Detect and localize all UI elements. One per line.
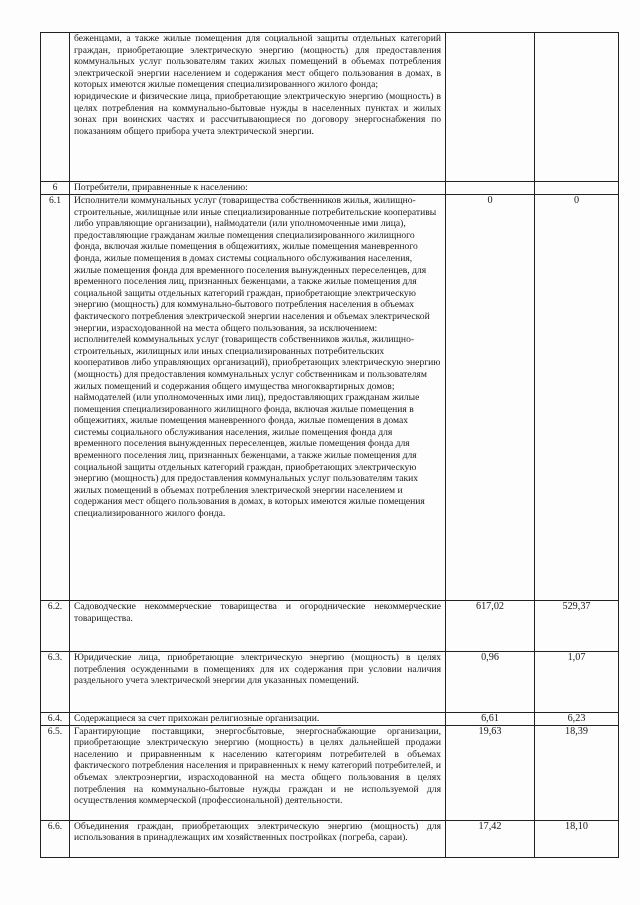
table-row: [41, 652, 619, 713]
row-value-1: 19,63: [446, 725, 535, 820]
tariff-table: [40, 32, 619, 858]
row-number: 6.5.: [41, 725, 70, 820]
row-number: 6.1: [41, 195, 70, 601]
row-description: беженцами, а также жилые помещения для социальной защиты отдельных категорий граждан, приобретающие электрическую энергию (мощность) для предоставления коммунальных услуг пользователям таких жилых помещений в объемах потребления электрической энергии населением и содержания мест общего пользования в домах, в которых имеются жилые помещения специализированного жилого фонда; юридические и физические лица, приобретающие электрическую энергию (мощность) в целях потребления на коммунально-бытовые нужды в населенных пунктах и жилых зонах при воинских частях и рассчитывающиеся по договору энергоснабжения по показаниям общего прибора учета электрической энергии.: [74, 33, 441, 137]
row-value-2: 18,39: [535, 725, 619, 820]
row-value-1: 17,42: [446, 820, 535, 857]
row-value-1: [446, 182, 535, 195]
row-value-1: 0: [446, 195, 535, 601]
table-row: [41, 601, 619, 652]
row-description: Содержащиеся за счет прихожан религиозные организации.: [74, 713, 320, 724]
row-value-2: [535, 33, 619, 182]
row-description: Объединения граждан, приобретающих электрическую энергию (мощность) для использования в принадлежащих им хозяйственных постройках (погреба, сараи).: [74, 820, 441, 844]
row-description: Исполнители коммунальных услуг (товарищества собственников жилья, жилищно-строительные, жилищные или иные специализированные потребительские кооперативы либо управляющие организации), наймодатели (или уполномоченные ими лица), предоставляющие гражданам жилые помещения специализированного жилищного фонда, включая жилые помещения в общежитиях, жилые помещения маневренного фонда, жилые помещения в домах системы социального обслуживания населения, жилые помещения фонда для временного поселения вынужденных переселенцев, для временного поселения лиц, признанных беженцами, а также жилые помещения для социальной защиты отдельных категорий граждан, приобретающие электрическую энергию (мощность) для коммунально-бытового потребления населения в объемах фактического потребления электрической энергии населения и объемах электрической энергии, израсходованной на места общего пользования, за исключением: исполнителей коммунальных услуг (товариществ собственников жилья, жилищно-строительных, жилищных или иных специализированных потребительских кооперативов либо управляющих организаций), приобретающих электрическую энергию (мощность) для предоставления коммунальных услуг собственникам и пользователям жилых помещений и содержания общего имущества многоквартирных домов; наймодателей (или уполномоченных ими лиц), предоставляющих гражданам жилые помещения специализированного жилищного фонда, включая жилые помещения в общежитиях, жилые помещения маневренного фонда, жилые помещения в домах системы социального обслуживания населения, жилые помещения фонда для временного поселения вынужденных переселенцев, жилые помещения фонда для временного поселения лиц, признанных беженцами, а также жилые помещения для социальной защиты отдельных категорий граждан, приобретающих электрическую энергию (мощность) для предоставления коммунальных услуг пользователям таких жилых помещений в объемах потребления электрической энергии населением и содержания мест общего пользования в домах, в которых имеются жилые помещения специализированного жилого фонда.: [74, 195, 441, 520]
row-description: Юридические лица, приобретающие электрическую энергию (мощность) в целях потребления осужденными в помещениях для их содержания при условии наличия раздельного учета электрической энергии для указанных помещений.: [74, 652, 441, 687]
row-number: 6.4.: [41, 713, 70, 726]
row-number: 6: [41, 182, 70, 195]
row-description: Садоводческие некоммерческие товарищества и огороднические некоммерческие товарищества.: [74, 601, 441, 624]
table-row: [41, 182, 619, 195]
table-row: [41, 195, 619, 601]
row-value-2: 529,37: [535, 601, 619, 652]
row-value-2: 1,07: [535, 652, 619, 713]
table-row: [41, 33, 619, 182]
table-row: [41, 713, 619, 726]
row-number: 6.2.: [41, 601, 70, 652]
row-value-2: 6,23: [535, 713, 619, 726]
row-value-2: [535, 182, 619, 195]
row-value-1: 0,96: [446, 652, 535, 713]
row-value-1: 617,02: [446, 601, 535, 652]
row-value-1: [446, 33, 535, 182]
row-number: [41, 33, 70, 182]
table-row: [41, 820, 619, 857]
row-number: 6.6.: [41, 820, 70, 857]
row-description: Гарантирующие поставщики, энергосбытовые, энергоснабжающие организации, приобретающие электрическую энергию (мощность) в целях дальнейшей продажи населению и приравненным к населению категориям потребителей в объемах фактического потребления населения и приравненных к нему категорий потребителей, и объемах электроэнергии, израсходованной на места общего пользования в целях потребления на коммунально-бытовые нужды граждан и не используемой для осуществления коммерческой (профессиональной) деятельности.: [74, 725, 441, 807]
row-value-1: 6,61: [446, 713, 535, 726]
row-number: 6.3.: [41, 652, 70, 713]
row-value-2: 18,10: [535, 820, 619, 857]
row-value-2: 0: [535, 195, 619, 601]
row-description: Потребители, приравненные к населению:: [74, 182, 248, 193]
table-row: [41, 725, 619, 820]
